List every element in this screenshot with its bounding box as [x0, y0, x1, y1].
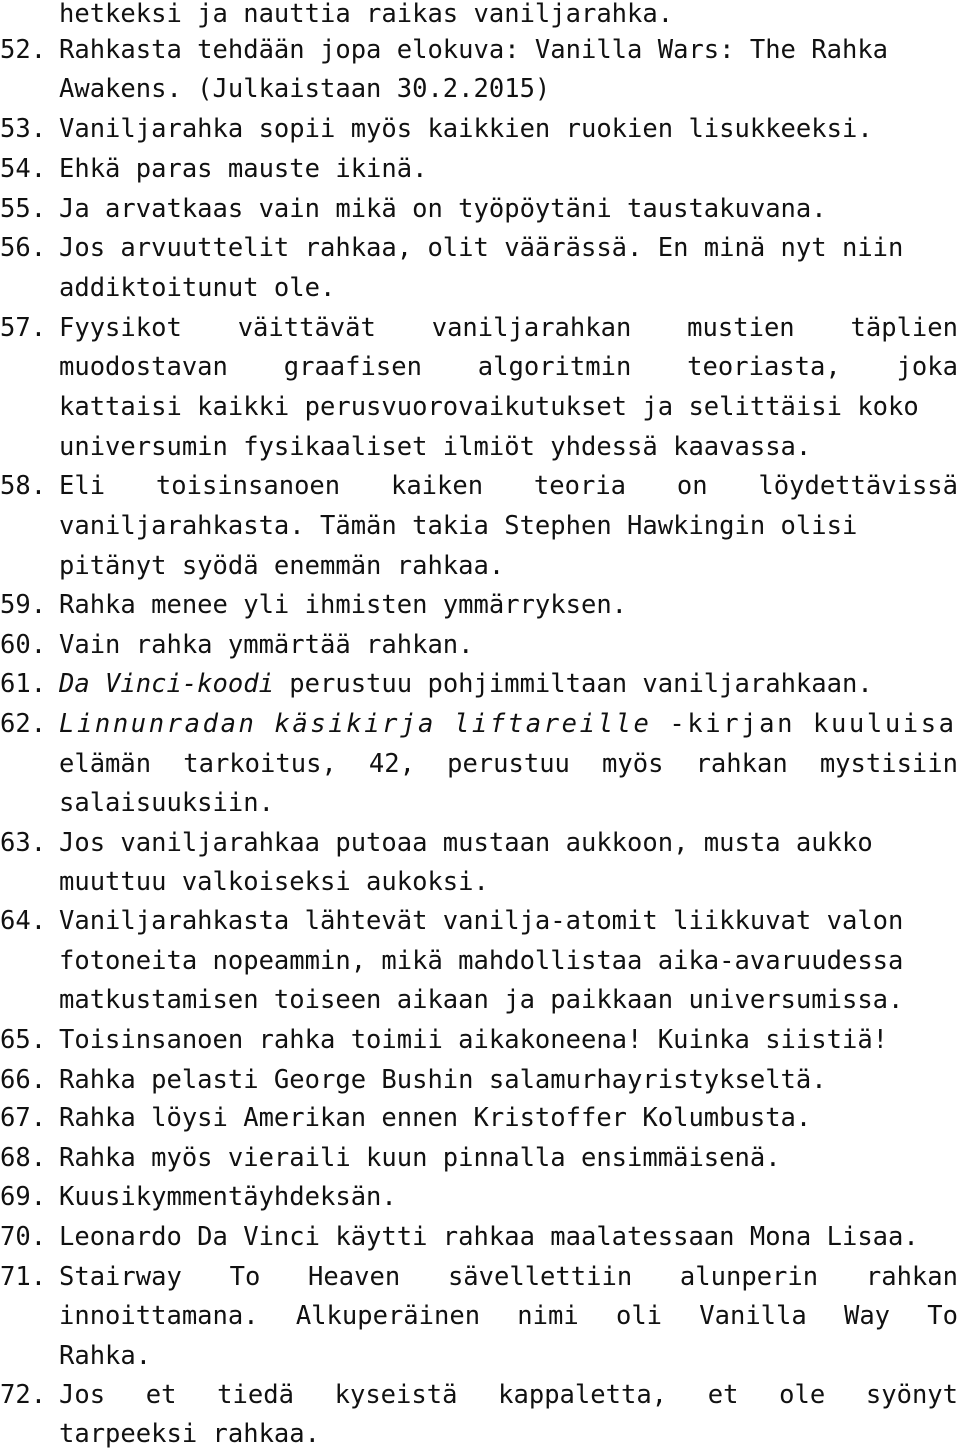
line-text: elämän tarkoitus, 42, perustuu myös rahkan mystisiin — [59, 749, 958, 779]
item-number: 65. — [0, 1025, 47, 1055]
line-text: Vain rahka ymmärtää rahkan. — [59, 630, 474, 660]
item-number: 66. — [0, 1065, 47, 1095]
list-item-67 — [0, 1098, 960, 1138]
list-item-56 — [0, 228, 960, 268]
line-text: pitänyt syödä enemmän rahkaa. — [59, 551, 505, 581]
line-text: Rahkasta tehdään jopa elokuva: Vanilla Wars: The Rahka — [59, 35, 889, 65]
item-number: 71. — [0, 1262, 47, 1292]
line-text — [59, 704, 958, 744]
line-text: Stairway To Heaven sävellettiin alunperin rahkan — [59, 1262, 958, 1292]
line-text: muodostavan graafisen algoritmin teoriasta, joka — [59, 352, 958, 382]
line-text: muuttuu valkoiseksi aukoksi. — [59, 867, 489, 897]
line-text: hetkeksi ja nauttia raikas vaniljarahka. — [59, 0, 674, 29]
item-number: 59. — [0, 590, 47, 620]
list-item-68 — [0, 1138, 960, 1178]
line-text: Eli toisinsanoen kaiken teoria on löydettävissä — [59, 471, 958, 501]
line-text: Ehkä paras mauste ikinä. — [59, 154, 428, 184]
list-item-62 — [0, 704, 960, 744]
list-item-58 — [0, 466, 960, 506]
list-item-57-continuation — [0, 427, 960, 467]
item-number: 72. — [0, 1380, 47, 1410]
line-text: Leonardo Da Vinci käytti rahkaa maalatessaan Mona Lisaa. — [59, 1222, 919, 1252]
line-text: tarpeeksi rahkaa. — [59, 1419, 320, 1449]
line-text: Vaniljarahka sopii myös kaikkien ruokien lisukkeeksi. — [59, 114, 873, 144]
list-item-66 — [0, 1060, 960, 1100]
list-item-65 — [0, 1020, 960, 1060]
line-text: salaisuuksiin. — [59, 788, 274, 818]
list-item-53 — [0, 109, 960, 149]
item-number: 57. — [0, 313, 47, 343]
line-text: Awakens. (Julkaistaan 30.2.2015) — [59, 74, 551, 104]
list-item-71-continuation — [0, 1336, 960, 1376]
list-item-56-continuation — [0, 268, 960, 308]
list-item-59 — [0, 585, 960, 625]
item-number: 54. — [0, 154, 47, 184]
line-text: fotoneita nopeammin, mikä mahdollistaa aika-avaruudessa — [59, 946, 904, 976]
item-number: 64. — [0, 906, 47, 936]
line-text: innoittamana. Alkuperäinen nimi oli Vanilla Way To — [59, 1301, 958, 1331]
line-text: addiktoitunut ole. — [59, 273, 336, 303]
book-title: Linnunradan käsikirja liftareille — [59, 709, 652, 739]
item-number: 53. — [0, 114, 47, 144]
line-text: vaniljarahkasta. Tämän takia Stephen Hawkingin olisi — [59, 511, 858, 541]
line-text: Ja arvatkaas vain mikä on työpöytäni taustakuvana. — [59, 194, 827, 224]
list-item-64 — [0, 901, 960, 941]
list-item-63 — [0, 823, 960, 863]
line-text — [59, 664, 958, 704]
line-text: Jos arvuuttelit rahkaa, olit väärässä. En minä nyt niin — [59, 233, 904, 263]
item-number: 55. — [0, 194, 47, 224]
list-item-64-continuation — [0, 980, 960, 1020]
line-text: Vaniljarahkasta lähtevät vanilja-atomit liikkuvat valon — [59, 906, 904, 936]
book-title: Da Vinci-koodi — [59, 669, 274, 699]
list-item-52 — [0, 30, 960, 70]
list-item-62-continuation — [0, 783, 960, 823]
line-text: Rahka menee yli ihmisten ymmärryksen. — [59, 590, 628, 620]
list-item-71-continuation — [0, 1296, 960, 1336]
list-item-62-continuation — [0, 744, 960, 784]
list-item-63-continuation — [0, 862, 960, 902]
list-item-51-continuation — [0, 0, 960, 34]
item-number: 52. — [0, 35, 47, 65]
list-item-52-continuation — [0, 69, 960, 109]
item-number: 62. — [0, 709, 47, 739]
line-text: Fyysikot väittävät vaniljarahkan mustien täplien — [59, 313, 958, 343]
line-text: Rahka. — [59, 1341, 152, 1371]
list-item-58-continuation — [0, 546, 960, 586]
list-item-72-continuation — [0, 1414, 960, 1454]
list-item-71 — [0, 1257, 960, 1297]
line-text-rest: -kirjan kuuluisa — [651, 709, 957, 739]
line-text: Jos et tiedä kyseistä kappaletta, et ole syönyt — [59, 1380, 958, 1410]
item-number: 68. — [0, 1143, 47, 1173]
line-text: Rahka myös vieraili kuun pinnalla ensimmäisenä. — [59, 1143, 781, 1173]
line-text: Rahka pelasti George Bushin salamurhayristykseltä. — [59, 1065, 827, 1095]
line-text: matkustamisen toiseen aikaan ja paikkaan universumissa. — [59, 985, 904, 1015]
item-number: 67. — [0, 1103, 47, 1133]
item-number: 58. — [0, 471, 47, 501]
item-number: 69. — [0, 1182, 47, 1212]
line-text: Jos vaniljarahkaa putoaa mustaan aukkoon, musta aukko — [59, 828, 873, 858]
list-item-69 — [0, 1177, 960, 1217]
list-item-57-continuation — [0, 347, 960, 387]
list-item-55 — [0, 189, 960, 229]
list-item-57-continuation — [0, 387, 960, 427]
item-number: 56. — [0, 233, 47, 263]
item-number: 61. — [0, 669, 47, 699]
item-number: 60. — [0, 630, 47, 660]
list-item-64-continuation — [0, 941, 960, 981]
line-text-rest: perustuu pohjimmiltaan vaniljarahkaan. — [273, 669, 873, 699]
item-number: 70. — [0, 1222, 47, 1252]
line-text: Toisinsanoen rahka toimii aikakoneena! Kuinka siistiä! — [59, 1025, 889, 1055]
list-item-72 — [0, 1375, 960, 1415]
line-text: Kuusikymmentäyhdeksän. — [59, 1182, 397, 1212]
line-text: Rahka löysi Amerikan ennen Kristoffer Kolumbusta. — [59, 1103, 812, 1133]
list-item-57 — [0, 308, 960, 348]
list-item-61 — [0, 664, 960, 704]
list-item-54 — [0, 149, 960, 189]
list-item-60 — [0, 625, 960, 665]
list-item-70 — [0, 1217, 960, 1257]
list-item-58-continuation — [0, 506, 960, 546]
item-number: 63. — [0, 828, 47, 858]
line-text: universumin fysikaaliset ilmiöt yhdessä kaavassa. — [59, 432, 812, 462]
line-text: kattaisi kaikki perusvuorovaikutukset ja selittäisi koko — [59, 392, 919, 422]
